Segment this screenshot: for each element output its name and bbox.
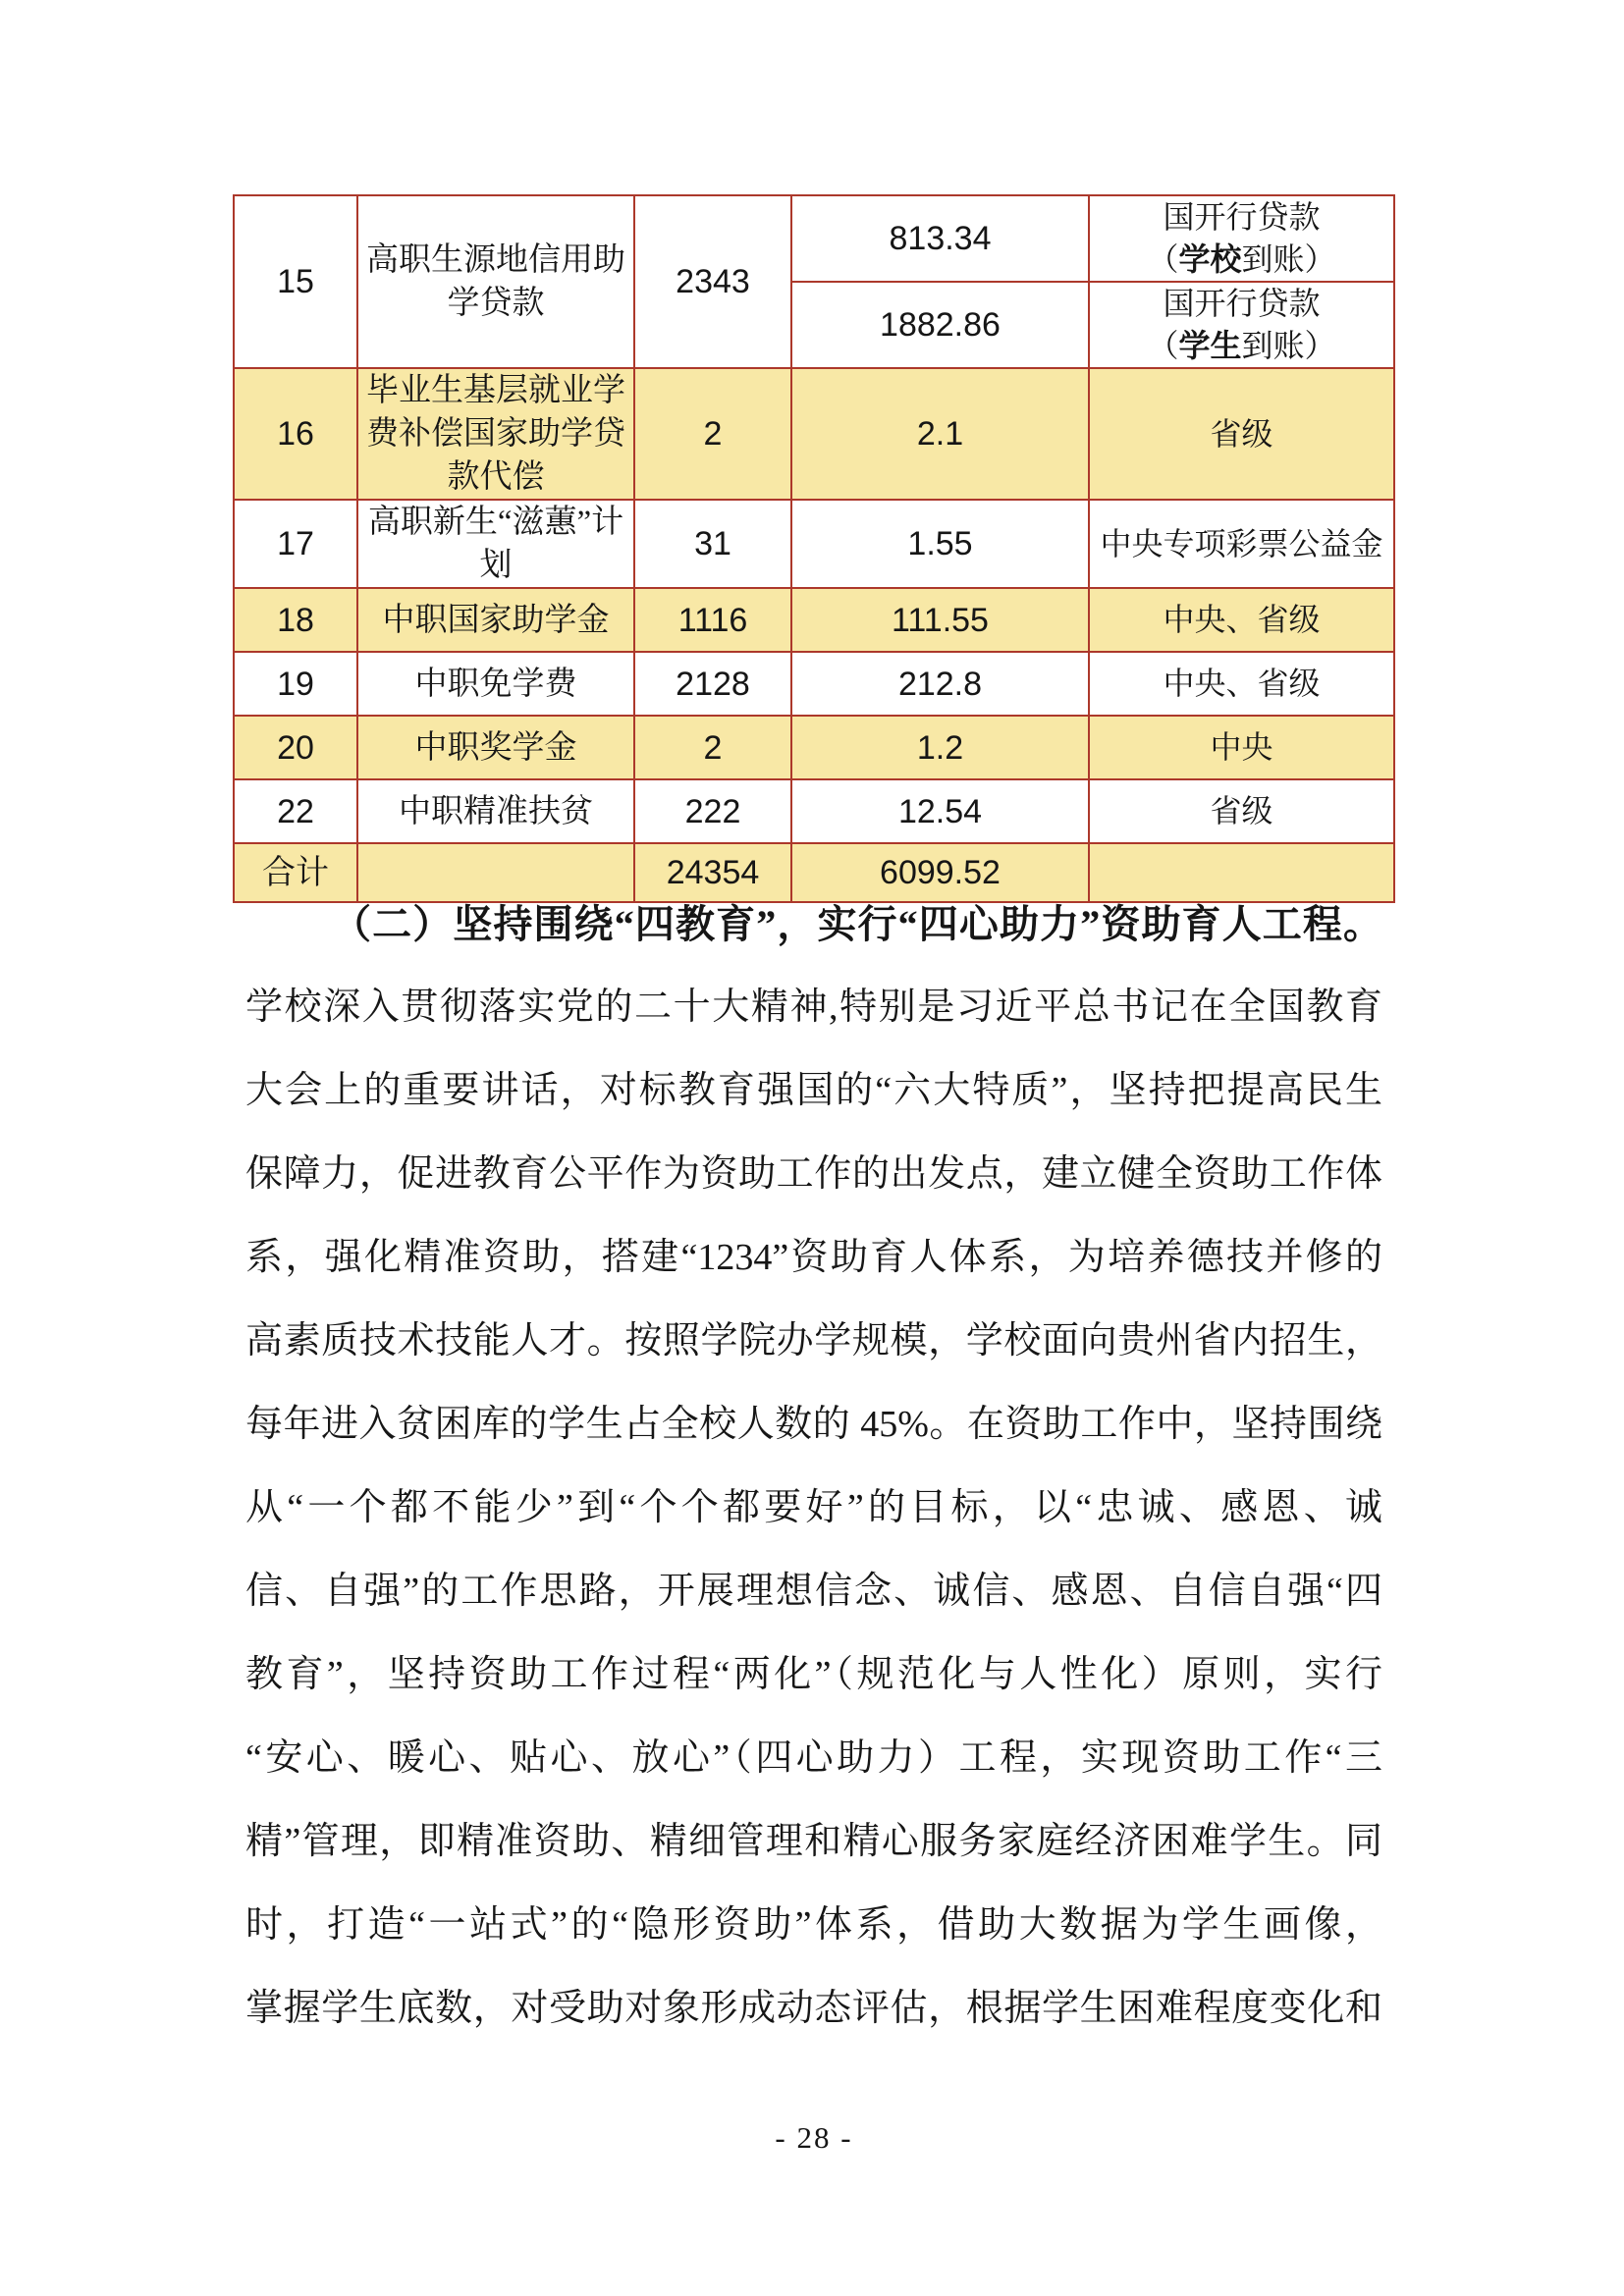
row-id-cell: 19 — [234, 652, 357, 716]
row-source-cell: 省级 — [1089, 779, 1394, 843]
row-source-cell: 省级 — [1089, 368, 1394, 500]
row-quantity-cell: 2128 — [634, 652, 791, 716]
body-text-line: 学校深入贯彻落实党的二十大精神,特别是习近平总书记在全国教育 — [245, 987, 1382, 1028]
row-id-cell: 17 — [234, 500, 357, 588]
row-quantity-cell: 1116 — [634, 588, 791, 652]
body-paragraph — [245, 966, 1382, 2051]
row-source-cell: 中央专项彩票公益金 — [1089, 500, 1394, 588]
body-text-line: 高素质技术技能人才。按照学院办学规模，学校面向贵州省内招生， — [245, 1320, 1382, 1362]
row-quantity-cell: 2 — [634, 716, 791, 779]
body-text-line: 从“一个都不能少”到“个个都要好”的目标，以“忠诚、感恩、诚 — [245, 1487, 1382, 1528]
body-text-line: 保障力，促进教育公平作为资助工作的出发点，建立健全资助工作体 — [245, 1153, 1382, 1195]
body-text-line: 精”管理，即精准资助、精细管理和精心服务家庭经济困难学生。同 — [245, 1821, 1382, 1862]
body-text-line: 系，强化精准资助，搭建“1234”资助育人体系，为培养德技并修的 — [245, 1237, 1382, 1278]
row-amount-cell: 1.2 — [791, 716, 1089, 779]
row-name-cell: 中职奖学金 — [357, 716, 634, 779]
table-row — [234, 195, 1394, 282]
row-id-cell: 20 — [234, 716, 357, 779]
table-row — [234, 716, 1394, 779]
row-source-cell: 中央、省级 — [1089, 588, 1394, 652]
row-source-cell: 中央 — [1089, 716, 1394, 779]
body-text-line: 掌握学生底数，对受助对象形成动态评估，根据学生困难程度变化和 — [245, 1988, 1382, 2029]
table-row — [234, 368, 1394, 500]
body-text-line: “安心、暖心、贴心、放心”（四心助力）工程，实现资助工作“三 — [245, 1737, 1382, 1779]
row-id-cell: 合计 — [234, 843, 357, 902]
row-quantity-cell: 222 — [634, 779, 791, 843]
row-name-cell: 中职国家助学金 — [357, 588, 634, 652]
funding-table-body — [234, 195, 1394, 902]
section-heading: （二）坚持围绕“四教育”，实行“四心助力”资助育人工程。 — [332, 902, 1382, 946]
body-text-line: 信、自强”的工作思路，开展理想信念、诚信、感恩、自信自强“四 — [245, 1571, 1382, 1612]
row-id-cell: 22 — [234, 779, 357, 843]
row-source-cell: 国开行贷款 （学校到账） — [1089, 195, 1394, 282]
row-amount-cell: 813.34 — [791, 195, 1089, 282]
row-id-cell: 18 — [234, 588, 357, 652]
row-id-cell: 16 — [234, 368, 357, 500]
table-row — [234, 500, 1394, 588]
body-text-line: 教育”，坚持资助工作过程“两化”（规范化与人性化）原则，实行 — [245, 1654, 1382, 1695]
table-row — [234, 652, 1394, 716]
table-row — [234, 588, 1394, 652]
page-number: - 28 - — [775, 2120, 853, 2155]
row-quantity-cell: 24354 — [634, 843, 791, 902]
body-text-line: 每年进入贫困库的学生占全校人数的 45%。在资助工作中，坚持围绕 — [245, 1404, 1382, 1445]
row-quantity-cell: 31 — [634, 500, 791, 588]
table-row — [234, 779, 1394, 843]
row-amount-cell: 111.55 — [791, 588, 1089, 652]
row-amount-cell: 6099.52 — [791, 843, 1089, 902]
row-name-cell: 高职新生“滋蕙”计划 — [357, 500, 634, 588]
row-amount-cell: 212.8 — [791, 652, 1089, 716]
row-name-cell: 中职免学费 — [357, 652, 634, 716]
row-name-cell: 毕业生基层就业学 费补偿国家助学贷 款代偿 — [357, 368, 634, 500]
row-amount-cell: 1882.86 — [791, 282, 1089, 368]
funding-table — [233, 194, 1395, 903]
body-text-line: 大会上的重要讲话，对标教育强国的“六大特质”，坚持把提高民生 — [245, 1070, 1382, 1111]
row-amount-cell: 1.55 — [791, 500, 1089, 588]
row-source-cell: 中央、省级 — [1089, 652, 1394, 716]
row-name-cell: 高职生源地信用助 学贷款 — [357, 195, 634, 368]
body-text-line: 时，打造“一站式”的“隐形资助”体系，借助大数据为学生画像， — [245, 1904, 1382, 1946]
row-quantity-cell: 2 — [634, 368, 791, 500]
row-amount-cell: 12.54 — [791, 779, 1089, 843]
row-quantity-cell: 2343 — [634, 195, 791, 368]
row-name-cell: 中职精准扶贫 — [357, 779, 634, 843]
row-source-cell: 国开行贷款 （学生到账） — [1089, 282, 1394, 368]
row-id-cell: 15 — [234, 195, 357, 368]
row-amount-cell: 2.1 — [791, 368, 1089, 500]
